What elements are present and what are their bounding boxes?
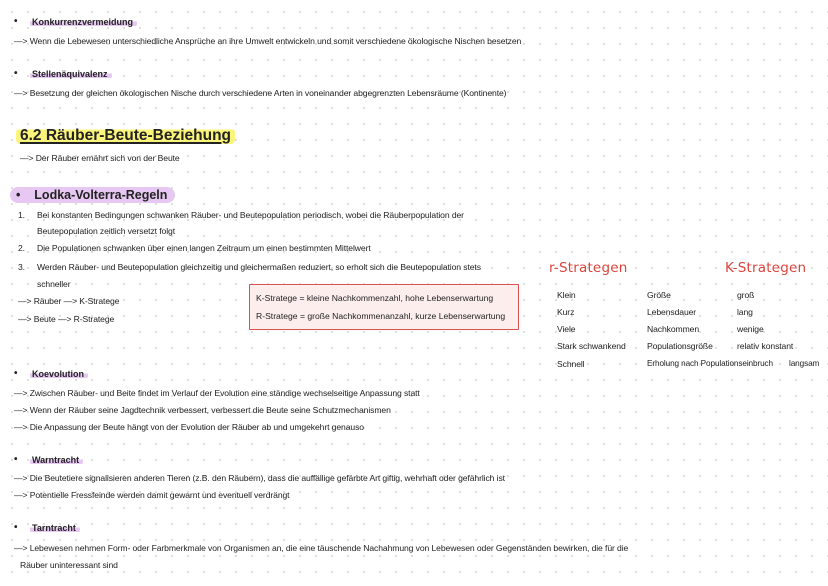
k-strategen-title: K-Strategen — [725, 260, 807, 276]
text-line: —> Besetzung der gleichen ökologischen Nische durch verschiedene Arten in voneinander abgegrenzten Lebensräume (Kontinente) — [14, 88, 507, 98]
r-value: Stark schwankend — [557, 341, 626, 351]
definition-k: K-Stratege = kleine Nachkommenzahl, hohe Lebenserwartung — [256, 293, 494, 303]
text-line: —> Die Anpassung der Beute hängt von der Evolution der Räuber ab und umgekehrt genauso — [14, 422, 364, 432]
heading-konkurrenzvermeidung: Konkurrenzvermeidung — [30, 17, 137, 27]
rule-text: Bei konstanten Bedingungen schwanken Räuber- und Beutepopulation periodisch, wobei die Räuberpopulation der — [37, 210, 464, 220]
rule-number: 3. — [18, 262, 25, 272]
definition-box — [249, 284, 519, 330]
bullet: • — [14, 68, 18, 79]
text-line: —> Beute —> R-Stratege — [18, 314, 115, 324]
r-value: Klein — [557, 290, 576, 300]
r-value: Viele — [557, 324, 576, 334]
r-strategen-title: r-Strategen — [549, 260, 628, 276]
k-value: lang — [737, 307, 753, 317]
subsection-heading — [10, 187, 175, 203]
rule-text: Beutepopulation zeitlich versetzt folgt — [37, 226, 175, 236]
text-line: —> Zwischen Räuber- und Beite findet im Verlauf der Evolution eine ständige wechselseitige Anpassung statt — [14, 388, 420, 398]
subsection-title: Lodka-Volterra-Regeln — [34, 188, 168, 202]
text-line: —> Potentielle Fressfeinde werden damit gewarnt und eventuell verdrängt — [14, 490, 290, 500]
trait-label: Nachkommen — [647, 324, 700, 334]
k-value: relativ konstant — [737, 341, 794, 351]
bullet: • — [14, 454, 18, 465]
bullet: • — [16, 188, 21, 202]
bullet: • — [14, 16, 18, 27]
heading-tarntracht: Tarntracht — [30, 523, 80, 533]
r-value: Kurz — [557, 307, 575, 317]
text-line: —> Die Beutetiere signalisieren anderen Tieren (z.B. den Räubern), dass die auffällige gefärbte Art giftig, wehrhaft oder gefährlich ist — [14, 473, 505, 483]
text-line: —> Wenn der Räuber seine Jagdtechnik verbessert, verbessert die Beute seine Schutzmechanismen — [14, 405, 391, 415]
r-value: Schnell — [557, 359, 585, 369]
text-line: —> Der Räuber ernährt sich von der Beute — [20, 153, 180, 163]
rule-number: 1. — [18, 210, 25, 220]
heading-warntracht: Warntracht — [30, 455, 83, 465]
k-value: wenige — [737, 324, 764, 334]
bullet: • — [14, 522, 18, 533]
rule-text: Werden Räuber- und Beutepopulation gleichzeitig und gleichermaßen reduziert, so erholt sich die Beutepopulation stets — [37, 262, 481, 272]
heading-koevolution: Koevolution — [30, 369, 88, 379]
rule-number: 2. — [18, 243, 25, 253]
text-line: —> Räuber —> K-Stratege — [18, 296, 120, 306]
rule-text: schneller — [37, 279, 71, 289]
bullet: • — [14, 368, 18, 379]
rule-text: Die Populationen schwanken über einen langen Zeitraum um einen bestimmten Mittelwert — [37, 243, 371, 253]
text-line: —> Lebewesen nehmen Form- oder Farbmerkmale von Organismen an, die eine täuschende Nachahmung von Lebewesen oder Gegenständen bewirken, die für die — [14, 543, 629, 553]
k-value: groß — [737, 290, 755, 300]
trait-label: Erholung nach Populationseinbruch — [647, 359, 773, 368]
trait-label: Populationsgröße — [647, 341, 713, 351]
section-title: 6.2 Räuber-Beute-Beziehung — [16, 127, 235, 145]
text-line: —> Wenn die Lebewesen unterschiedliche Ansprüche an ihre Umwelt entwickeln und somit verschiedene ökologische Nischen besetzen — [14, 36, 522, 46]
definition-r: R-Stratege = große Nachkommenanzahl, kurze Lebenserwartung — [256, 311, 506, 321]
trait-label: Größe — [647, 290, 671, 300]
text-line: Räuber uninteressant sind — [20, 560, 118, 570]
trait-label: Lebensdauer — [647, 307, 697, 317]
heading-stellenaequivalenz: Stellenäquivalenz — [30, 69, 112, 79]
k-value: langsam — [789, 359, 820, 368]
